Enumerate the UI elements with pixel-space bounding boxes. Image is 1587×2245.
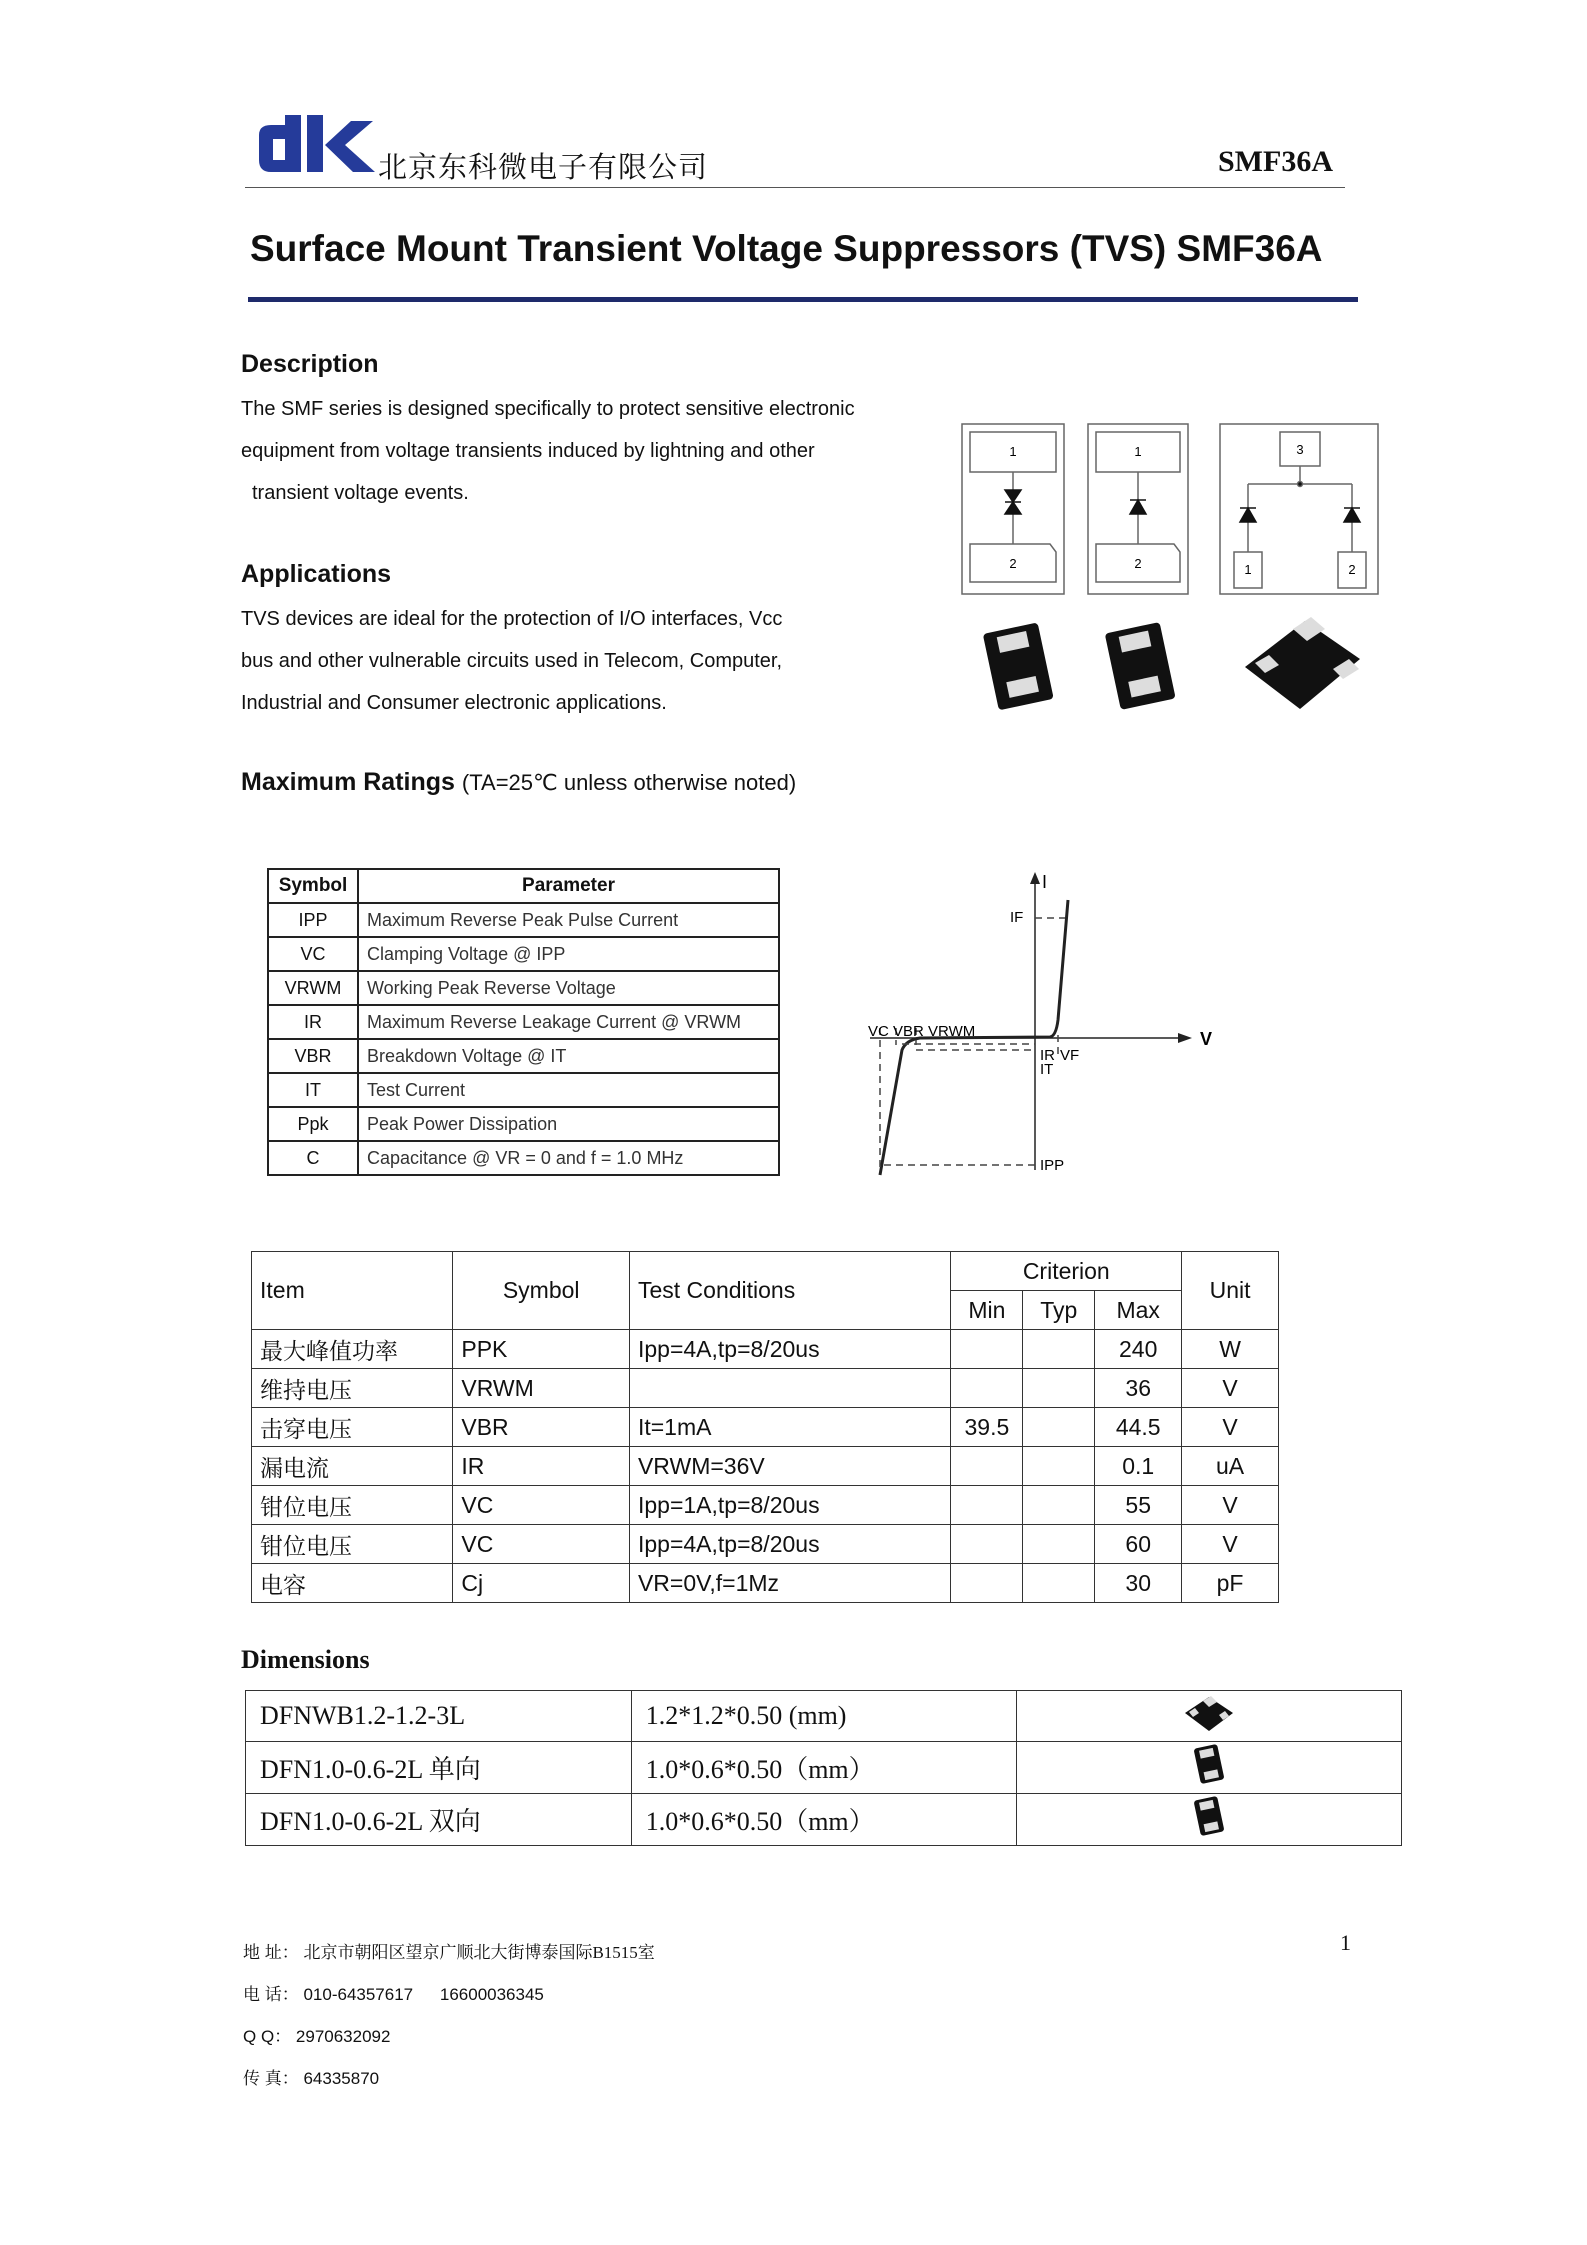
column-header-typ: Typ bbox=[1023, 1291, 1095, 1330]
footer-fax bbox=[243, 2064, 379, 2089]
package-cell: DFN1.0-0.6-2L 单向 bbox=[246, 1742, 632, 1794]
phone-value-1: 010-64357617 bbox=[303, 1985, 414, 2004]
test-cell: Ipp=4A,tp=8/20us bbox=[629, 1330, 950, 1369]
pin-label-2: 2 bbox=[1134, 556, 1142, 571]
symbol-cell: VC bbox=[268, 937, 358, 971]
table-row bbox=[268, 1141, 779, 1175]
vc-vbr-vrwm-label: VC VBR VRWM bbox=[868, 1023, 976, 1040]
footer-address bbox=[243, 1938, 655, 1963]
size-cell: 1.0*0.6*0.50（mm） bbox=[631, 1742, 1017, 1794]
package-icon-cell bbox=[1017, 1691, 1402, 1742]
parameter-cell: Maximum Reverse Peak Pulse Current bbox=[358, 903, 779, 937]
symbol-cell: IT bbox=[268, 1073, 358, 1107]
package-images bbox=[975, 615, 1385, 720]
dfnwb-package-icon bbox=[1181, 1693, 1237, 1733]
table-row bbox=[246, 1742, 1402, 1794]
applications-text bbox=[241, 598, 941, 724]
dfn-package-bidirectional-image bbox=[1105, 622, 1176, 710]
dimensions-heading: Dimensions bbox=[241, 1645, 370, 1674]
parameter-cell: Maximum Reverse Leakage Current @ VRWM bbox=[358, 1005, 779, 1039]
page-number: 1 bbox=[1340, 1930, 1351, 1955]
description-line: equipment from voltage transients induced by lightning and other bbox=[241, 440, 815, 462]
parameter-cell: Clamping Voltage @ IPP bbox=[358, 937, 779, 971]
vf-label: VF bbox=[1060, 1047, 1080, 1064]
test-cell: Ipp=4A,tp=8/20us bbox=[629, 1525, 950, 1564]
fax-value: 64335870 bbox=[303, 2069, 380, 2088]
typ-cell bbox=[1023, 1408, 1095, 1447]
unit-cell: V bbox=[1182, 1486, 1279, 1525]
item-cell: 钳位电压 bbox=[252, 1525, 453, 1564]
dfn-unidirectional-icon bbox=[1191, 1742, 1227, 1786]
min-cell bbox=[951, 1525, 1023, 1564]
if-label: IF bbox=[1010, 909, 1024, 926]
table-row bbox=[268, 903, 779, 937]
package-cell: DFNWB1.2-1.2-3L bbox=[246, 1691, 632, 1742]
item-cell: 最大峰值功率 bbox=[252, 1330, 453, 1369]
symbol-cell: VBR bbox=[453, 1408, 630, 1447]
table-row bbox=[252, 1447, 1279, 1486]
column-header-symbol: Symbol bbox=[453, 1252, 630, 1330]
table-row bbox=[268, 1107, 779, 1141]
size-cell: 1.2*1.2*0.50 (mm) bbox=[631, 1691, 1017, 1742]
typ-cell bbox=[1023, 1369, 1095, 1408]
applications-line: Industrial and Consumer electronic applications. bbox=[241, 692, 667, 714]
pin-label-2: 2 bbox=[1348, 562, 1356, 577]
max-cell: 30 bbox=[1095, 1564, 1182, 1603]
pin-label-1: 1 bbox=[1134, 444, 1142, 459]
phone-value-2: 16600036345 bbox=[439, 1985, 544, 2004]
max-ratings-heading: Maximum Ratings bbox=[241, 768, 455, 796]
table-row bbox=[268, 1073, 779, 1107]
unit-cell: V bbox=[1182, 1525, 1279, 1564]
footer-qq bbox=[243, 2022, 390, 2047]
pin-label-3: 3 bbox=[1296, 442, 1304, 457]
table-row bbox=[246, 1794, 1402, 1846]
applications-heading: Applications bbox=[241, 560, 392, 588]
table-row bbox=[252, 1525, 1279, 1564]
it-label: IT bbox=[1040, 1061, 1054, 1078]
circuit-diagrams bbox=[960, 422, 1390, 607]
item-cell: 钳位电压 bbox=[252, 1486, 453, 1525]
unit-cell: pF bbox=[1182, 1564, 1279, 1603]
page-title: Surface Mount Transient Voltage Suppressors (TVS) SMF36A bbox=[250, 228, 1323, 269]
symbol-cell: IPP bbox=[268, 903, 358, 937]
table-row bbox=[252, 1486, 1279, 1525]
description-heading: Description bbox=[241, 350, 379, 378]
max-cell: 44.5 bbox=[1095, 1408, 1182, 1447]
symbol-cell: IR bbox=[453, 1447, 630, 1486]
column-header-unit: Unit bbox=[1182, 1252, 1279, 1330]
symbol-cell: C bbox=[268, 1141, 358, 1175]
symbol-cell: VRWM bbox=[268, 971, 358, 1005]
size-cell: 1.0*0.6*0.50（mm） bbox=[631, 1794, 1017, 1846]
ir-label: IR bbox=[1040, 1047, 1055, 1064]
footer-phone bbox=[243, 1980, 544, 2005]
parameter-cell: Working Peak Reverse Voltage bbox=[358, 971, 779, 1005]
ipp-label: IPP bbox=[1040, 1157, 1065, 1174]
package-cell: DFN1.0-0.6-2L 双向 bbox=[246, 1794, 632, 1846]
symbol-parameter-table bbox=[267, 868, 780, 1176]
item-cell: 漏电流 bbox=[252, 1447, 453, 1486]
item-cell: 电容 bbox=[252, 1564, 453, 1603]
test-cell: It=1mA bbox=[629, 1408, 950, 1447]
max-cell: 0.1 bbox=[1095, 1447, 1182, 1486]
applications-line: TVS devices are ideal for the protection of I/O interfaces, Vcc bbox=[241, 608, 783, 630]
max-cell: 55 bbox=[1095, 1486, 1182, 1525]
symbol-cell: VBR bbox=[268, 1039, 358, 1073]
dfnwb-package-image bbox=[1245, 617, 1360, 709]
test-cell: Ipp=1A,tp=8/20us bbox=[629, 1486, 950, 1525]
qq-label: Q Q： bbox=[243, 2027, 292, 2046]
test-cell: VR=0V,f=1Mz bbox=[629, 1564, 950, 1603]
item-cell: 维持电压 bbox=[252, 1369, 453, 1408]
symbol-cell: IR bbox=[268, 1005, 358, 1039]
table-row bbox=[268, 971, 779, 1005]
axis-v-label: V bbox=[1200, 1029, 1213, 1049]
pin-label-1: 1 bbox=[1009, 444, 1017, 459]
table-row bbox=[252, 1564, 1279, 1603]
table-header-row bbox=[252, 1252, 1279, 1291]
column-header: Symbol bbox=[268, 869, 358, 903]
table-row bbox=[252, 1408, 1279, 1447]
test-cell bbox=[629, 1369, 950, 1408]
min-cell: 39.5 bbox=[951, 1408, 1023, 1447]
unit-cell: V bbox=[1182, 1369, 1279, 1408]
typ-cell bbox=[1023, 1486, 1095, 1525]
package-icon-cell bbox=[1017, 1742, 1402, 1794]
pin-label-1: 1 bbox=[1244, 562, 1252, 577]
description-line: transient voltage events. bbox=[252, 482, 469, 504]
symbol-cell: Cj bbox=[453, 1564, 630, 1603]
phone-label: 电 话： bbox=[243, 1985, 299, 2004]
iv-curve-diagram bbox=[860, 870, 1230, 1195]
symbol-cell: VRWM bbox=[453, 1369, 630, 1408]
qq-value: 2970632092 bbox=[295, 2027, 391, 2046]
symbol-cell: PPK bbox=[453, 1330, 630, 1369]
table-header-row bbox=[268, 869, 779, 903]
parameter-cell: Capacitance @ VR = 0 and f = 1.0 MHz bbox=[358, 1141, 779, 1175]
unit-cell: uA bbox=[1182, 1447, 1279, 1486]
typ-cell bbox=[1023, 1525, 1095, 1564]
min-cell bbox=[951, 1330, 1023, 1369]
table-row bbox=[246, 1691, 1402, 1742]
electrical-characteristics-table bbox=[251, 1251, 1279, 1603]
table-row bbox=[252, 1330, 1279, 1369]
test-cell: VRWM=36V bbox=[629, 1447, 950, 1486]
column-header-criterion: Criterion bbox=[951, 1252, 1182, 1291]
table-row bbox=[268, 937, 779, 971]
typ-cell bbox=[1023, 1447, 1095, 1486]
max-ratings-title bbox=[241, 768, 796, 797]
dfn-package-unidirectional-image bbox=[983, 622, 1054, 710]
applications-line: bus and other vulnerable circuits used in Telecom, Computer, bbox=[241, 650, 783, 672]
unit-cell: W bbox=[1182, 1330, 1279, 1369]
description-line: The SMF series is designed specifically to protect sensitive electronic bbox=[241, 398, 855, 420]
typ-cell bbox=[1023, 1564, 1095, 1603]
column-header-test: Test Conditions bbox=[629, 1252, 950, 1330]
min-cell bbox=[951, 1447, 1023, 1486]
symbol-cell: VC bbox=[453, 1486, 630, 1525]
max-ratings-note: (TA=25℃ unless otherwise noted) bbox=[461, 770, 797, 795]
min-cell bbox=[951, 1564, 1023, 1603]
dimensions-table bbox=[245, 1690, 1402, 1846]
company-logo bbox=[255, 115, 380, 175]
company-name: 北京东科微电子有限公司 bbox=[378, 152, 709, 184]
fax-label: 传 真： bbox=[243, 2069, 299, 2088]
min-cell bbox=[951, 1369, 1023, 1408]
table-row bbox=[268, 1039, 779, 1073]
unit-cell: V bbox=[1182, 1408, 1279, 1447]
table-row bbox=[252, 1369, 1279, 1408]
symbol-cell: VC bbox=[453, 1525, 630, 1564]
parameter-cell: Peak Power Dissipation bbox=[358, 1107, 779, 1141]
parameter-cell: Test Current bbox=[358, 1073, 779, 1107]
max-cell: 240 bbox=[1095, 1330, 1182, 1369]
min-cell bbox=[951, 1486, 1023, 1525]
table-row bbox=[268, 1005, 779, 1039]
title-divider bbox=[248, 297, 1358, 302]
axis-i-label: I bbox=[1042, 872, 1048, 892]
parameter-cell: Breakdown Voltage @ IT bbox=[358, 1039, 779, 1073]
item-cell: 击穿电压 bbox=[252, 1408, 453, 1447]
header-divider bbox=[245, 187, 1345, 188]
max-cell: 60 bbox=[1095, 1525, 1182, 1564]
column-header-item: Item bbox=[252, 1252, 453, 1330]
column-header: Parameter bbox=[358, 869, 779, 903]
max-cell: 36 bbox=[1095, 1369, 1182, 1408]
address-value: 北京市朝阳区望京广顺北大街博泰国际B1515室 bbox=[303, 1943, 655, 1962]
description-text bbox=[241, 388, 941, 514]
symbol-cell: Ppk bbox=[268, 1107, 358, 1141]
column-header-max: Max bbox=[1095, 1291, 1182, 1330]
package-icon-cell bbox=[1017, 1794, 1402, 1846]
pin-label-2: 2 bbox=[1009, 556, 1017, 571]
address-label: 地 址： bbox=[243, 1943, 299, 1962]
typ-cell bbox=[1023, 1330, 1095, 1369]
column-header-min: Min bbox=[951, 1291, 1023, 1330]
dfn-bidirectional-icon bbox=[1191, 1794, 1227, 1838]
part-number-header: SMF36A bbox=[1218, 145, 1333, 178]
